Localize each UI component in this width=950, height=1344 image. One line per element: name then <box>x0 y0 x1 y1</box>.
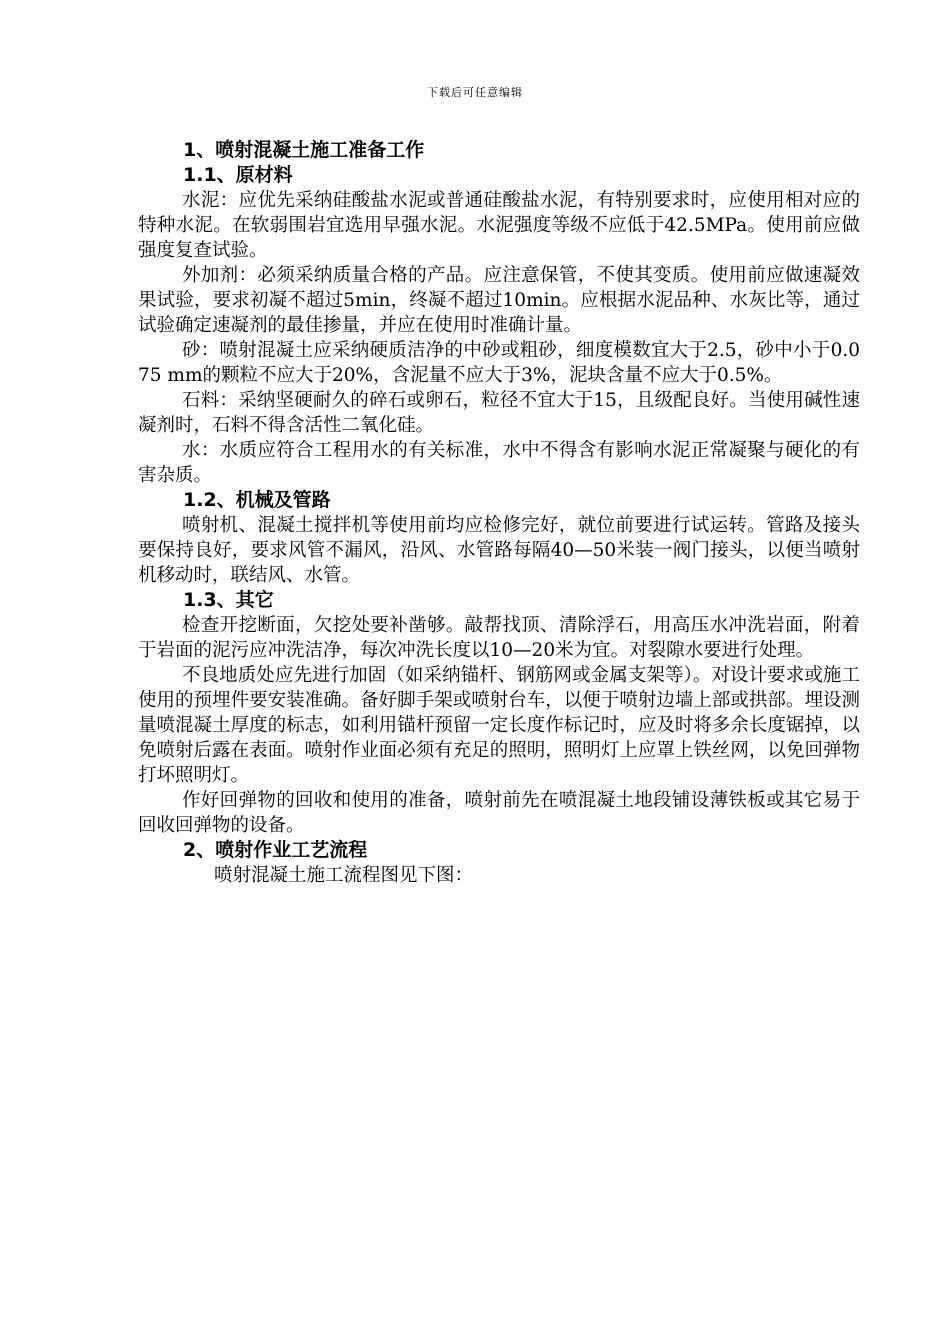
subsection-heading-1-2: 1.2、机械及管路 <box>183 489 331 511</box>
section-heading-1: 1、喷射混凝土施工准备工作 <box>183 139 425 161</box>
paragraph-inspection: 检查开挖断面，欠挖处要补凿够。敲帮找顶、清除浮石，用高压水冲洗岩面，附着于岩面的泥污应冲洗洁净，每次冲洗长度以10—20米为宜。对裂隙水要进行处理。 <box>138 615 860 661</box>
paragraph-water: 水：水质应符合工程用水的有关标准，水中不得含有影响水泥正常凝聚与硬化的有害杂质。 <box>138 440 860 486</box>
paragraph-aggregate: 石料：采纳坚硬耐久的碎石或卵石，粒径不宜大于15，且级配良好。当使用碱性速凝剂时，石料不得含活性二氧化硅。 <box>138 390 860 436</box>
paragraph-rebound: 作好回弹物的回收和使用的准备，喷射前先在喷混凝土地段铺设薄铁板或其它易于回收回弹物的设备。 <box>138 790 860 836</box>
section-heading-2: 2、喷射作业工艺流程 <box>183 839 368 861</box>
document-body <box>138 138 860 888</box>
subsection-heading-1-3: 1.3、其它 <box>183 589 274 611</box>
paragraph-sand: 砂：喷射混凝土应采纳硬质洁净的中砂或粗砂，细度模数宜大于2.5，砂中小于0.075 mm的颗粒不应大于20%，含泥量不应大于3%，泥块含量不应大于0.5%。 <box>138 340 860 386</box>
paragraph-admixture: 外加剂：必须采纳质量合格的产品。应注意保管，不使其变质。使用前应做速凝效果试验，要求初凝不超过5min，终凝不超过10min。应根据水泥品种、水灰比等，通过试验确定速凝剂的最佳掺量，并应在使用时准确计量。 <box>138 265 860 336</box>
paragraph-machinery: 喷射机、混凝土搅拌机等使用前均应检修完好，就位前要进行试运转。管路及接头要保持良好，要求风管不漏风，沿风、水管路每隔40—50米装一阀门接头，以便当喷射机移动时，联结风、水管。 <box>138 515 860 586</box>
page-header-note: 下载后可任意编辑 <box>427 86 523 99</box>
subsection-heading-1-1: 1.1、原材料 <box>183 164 293 186</box>
paragraph-flowchart-ref: 喷射混凝土施工流程图见下图： <box>214 865 474 886</box>
paragraph-reinforcement: 不良地质处应先进行加固（如采纳锚杆、钢筋网或金属支架等）。对设计要求或施工使用的预埋件要安装准确。备好脚手架或喷射台车，以便于喷射边墙上部或拱部。埋设测量喷混凝土厚度的标志，如利用锚杆预留一定长度作标记时，应及时将多余长度锯掉，以免喷射后露在表面。喷射作业面必须有充足的照明，照明灯上应罩上铁丝网，以免回弹物打坏照明灯。 <box>138 665 860 786</box>
paragraph-cement: 水泥：应优先采纳硅酸盐水泥或普通硅酸盐水泥，有特别要求时，应使用相对应的特种水泥。在软弱围岩宜选用早强水泥。水泥强度等级不应低于42.5MPa。使用前应做强度复查试验。 <box>138 190 860 261</box>
